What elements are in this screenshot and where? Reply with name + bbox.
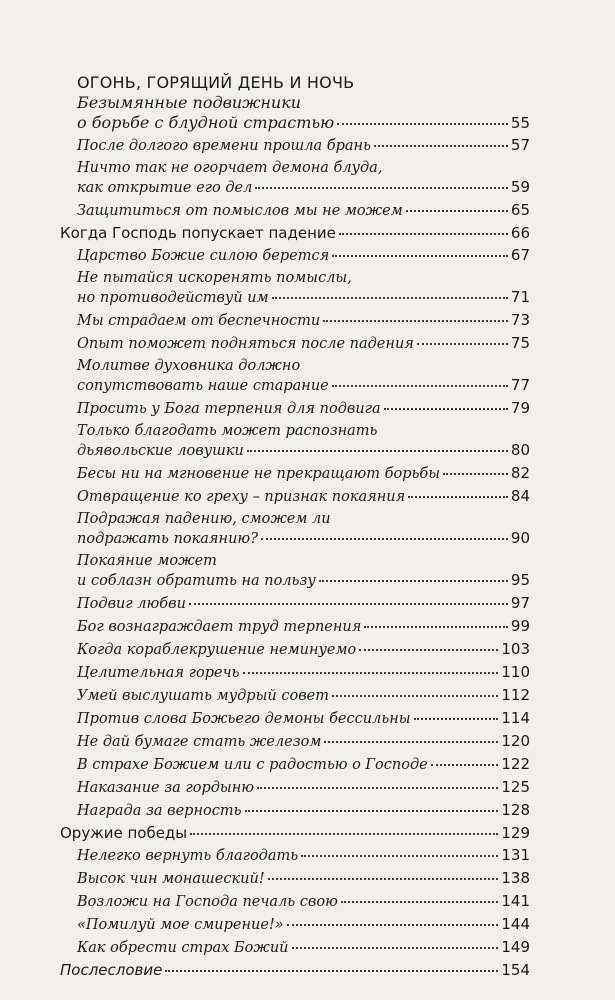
toc-entry-row: [60, 732, 530, 752]
toc-entry-title: Отвращение ко греху – признак покаяния: [77, 489, 406, 505]
toc-entry: [60, 686, 530, 706]
toc-entry: [60, 594, 530, 614]
toc-entry: [60, 824, 530, 843]
toc-entry: [60, 869, 530, 889]
page-number: 131: [501, 846, 530, 864]
toc-entry-title-line1: Только благодать может распознать: [77, 423, 378, 439]
toc-entry: [60, 915, 530, 935]
dot-leader: [243, 671, 499, 674]
toc-entry-row: [60, 892, 530, 912]
toc-entry-title: Когда кораблекрушение неминуемо: [77, 642, 357, 658]
dot-leader: [268, 877, 499, 880]
toc-entry-row: [60, 617, 530, 637]
dot-leader: [255, 186, 508, 189]
dot-leader: [287, 923, 499, 926]
page-number: 59: [510, 178, 530, 196]
toc-entry-title-line1: Покаяние может: [77, 553, 217, 569]
dot-leader: [301, 854, 498, 857]
dot-leader: [324, 740, 498, 743]
toc-entry: [60, 311, 530, 331]
dot-leader: [374, 144, 508, 147]
toc-entry-row: [60, 709, 530, 729]
toc-entry-row: [60, 571, 530, 591]
page-number: 120: [501, 732, 530, 750]
page-number: 80: [510, 441, 530, 459]
toc-entry-title: Оружие победы: [60, 824, 188, 842]
page-number: 99: [510, 617, 530, 635]
section-heading: [60, 72, 530, 93]
toc-entry-title: Награда за верность: [77, 803, 242, 819]
page-number: 103: [501, 640, 530, 658]
dot-leader: [359, 648, 498, 651]
toc-entry: [60, 892, 530, 912]
toc-entry: [60, 709, 530, 729]
page-number: 154: [501, 961, 530, 979]
dot-leader: [332, 254, 508, 257]
toc-entry-row: [60, 961, 530, 980]
toc-entry-title: о борьбе с блудной страстью: [77, 113, 335, 132]
page-number: 73: [510, 311, 530, 329]
toc-entry: [60, 732, 530, 752]
table-of-contents: [60, 72, 530, 983]
page-number: 71: [510, 288, 530, 306]
toc-entry-title: Подвиг любви: [77, 596, 186, 612]
toc-entry-row: [60, 755, 530, 775]
toc-entry-title-line1: Безымянные подвижники: [77, 93, 302, 112]
toc-entry-row: [60, 376, 530, 396]
page-number: 57: [510, 136, 530, 154]
dot-leader: [417, 342, 508, 345]
toc-entry-row: [60, 778, 530, 798]
toc-entry: [60, 136, 530, 156]
toc-entry-title: Царство Божие силою берется: [77, 248, 330, 264]
toc-entry-title: «Помилуй мое смирение!»: [77, 917, 284, 933]
toc-entry-title: дьявольские ловушки: [77, 443, 244, 459]
toc-entry-row: [60, 594, 530, 614]
toc-entry-title: как открытие его дел: [77, 180, 253, 196]
toc-entry-title-line1: Ничто так не огорчает демона блуда,: [77, 160, 383, 176]
toc-entry-title: Не дай бумаге стать железом: [77, 734, 322, 750]
toc-entry-title: Умей выслушать мудрый совет: [77, 688, 329, 704]
toc-entry-title: Целительная горечь: [77, 665, 240, 681]
toc-entry-row: [60, 640, 530, 660]
toc-entry: [60, 357, 530, 396]
toc-entry-row: [60, 464, 530, 484]
toc-entry-title-line1: Подражая падению, сможем ли: [77, 511, 331, 527]
toc-entry: [60, 334, 530, 354]
toc-entry-title: и соблазн обратить на пользу: [77, 573, 316, 589]
page-number: 125: [501, 778, 530, 796]
toc-entry-row: [60, 529, 530, 549]
toc-entry-row: [60, 311, 530, 331]
toc-entry-row: [60, 869, 530, 889]
toc-entry: [60, 640, 530, 660]
toc-entry-row: [60, 938, 530, 958]
toc-entry-row: [60, 246, 530, 266]
page-number: 84: [510, 487, 530, 505]
page-number: 114: [501, 709, 530, 727]
toc-entry: [60, 961, 530, 980]
dot-leader: [165, 969, 498, 972]
page-number: 66: [510, 224, 530, 242]
dot-leader: [190, 832, 498, 835]
toc-entry-title: Против слова Божьего демоны бессильны: [77, 711, 411, 727]
toc-entry-row: [60, 136, 530, 156]
dot-leader: [332, 694, 498, 697]
toc-entry-row: [60, 824, 530, 843]
dot-leader: [323, 319, 508, 322]
toc-entry: [60, 510, 530, 549]
toc-entry-title: сопутствовать наше старание: [77, 378, 329, 394]
toc-entry: [60, 778, 530, 798]
page-number: 65: [510, 201, 530, 219]
toc-entry-row: [60, 441, 530, 461]
toc-entry: [60, 552, 530, 591]
toc-entry: [60, 801, 530, 821]
toc-entry-title: Бесы ни на мгновение не прекращают борьбы: [77, 466, 441, 482]
toc-entry: [60, 663, 530, 683]
toc-entries: [60, 93, 530, 980]
dot-leader: [261, 537, 508, 540]
toc-entry-title: Возложи на Господа печаль свою: [77, 894, 338, 910]
toc-entry-row: [60, 399, 530, 419]
dot-leader: [257, 786, 498, 789]
toc-entry-title: Опыт поможет подняться после падения: [77, 336, 414, 352]
toc-entry-title: Мы страдаем от беспечности: [77, 313, 321, 329]
toc-entry: [60, 464, 530, 484]
page-number: 141: [501, 892, 530, 910]
dot-leader: [247, 449, 508, 452]
toc-entry: [60, 846, 530, 866]
section-title: ОГОНЬ, ГОРЯЩИЙ ДЕНЬ И НОЧЬ: [77, 73, 355, 92]
page-number: 67: [510, 246, 530, 264]
toc-entry-title: Высок чин монашеский!: [77, 871, 265, 887]
toc-entry-row: [60, 288, 530, 308]
toc-entry-title: В страхе Божием или с радостью о Господе: [77, 757, 428, 773]
toc-entry-title: Бог вознаграждает труд терпения: [77, 619, 362, 635]
toc-entry-title: Просить у Бога терпения для подвига: [77, 401, 381, 417]
toc-entry: [60, 938, 530, 958]
dot-leader: [443, 472, 508, 475]
toc-entry-row: [60, 915, 530, 935]
toc-entry-row: [60, 846, 530, 866]
toc-entry-row: [60, 224, 530, 243]
toc-entry-title: Наказание за гордыню: [77, 780, 255, 796]
page-number: 112: [501, 686, 530, 704]
toc-entry: [60, 269, 530, 308]
toc-entry-title: подражать покаянию?: [77, 531, 258, 547]
dot-leader: [341, 900, 499, 903]
toc-entry-row: [60, 178, 530, 198]
toc-entry: [60, 224, 530, 243]
toc-entry-row: [60, 686, 530, 706]
toc-entry: [60, 617, 530, 637]
toc-entry-row: [60, 663, 530, 683]
toc-entry-title: После долгого времени прошла брань: [77, 138, 371, 154]
page-number: 77: [510, 376, 530, 394]
page-number: 144: [501, 915, 530, 933]
page-number: 128: [501, 801, 530, 819]
toc-entry: [60, 246, 530, 266]
page-number: 90: [510, 529, 530, 547]
toc-entry: [60, 399, 530, 419]
dot-leader: [332, 384, 508, 387]
toc-entry: [60, 422, 530, 461]
page-number: 95: [510, 571, 530, 589]
page-number: 79: [510, 399, 530, 417]
page-number: 97: [510, 594, 530, 612]
page-number: 149: [501, 938, 530, 956]
toc-entry: [60, 201, 530, 221]
page-number: 55: [510, 114, 530, 132]
dot-leader: [189, 602, 508, 605]
toc-entry: [60, 93, 530, 133]
page-number: 110: [501, 663, 530, 681]
page-number: 75: [510, 334, 530, 352]
toc-entry-title: Защититься от помыслов мы не можем: [77, 203, 403, 219]
toc-entry-title: Как обрести страх Божий: [77, 940, 289, 956]
page-number: 138: [501, 869, 530, 887]
toc-entry-title-line1: Не пытайся искоренять помыслы,: [77, 270, 352, 286]
dot-leader: [431, 763, 499, 766]
toc-entry: [60, 159, 530, 198]
toc-entry-row: [60, 334, 530, 354]
dot-leader: [245, 809, 499, 812]
dot-leader: [292, 946, 499, 949]
dot-leader: [406, 209, 508, 212]
toc-entry-row: [60, 201, 530, 221]
dot-leader: [364, 625, 508, 628]
page-number: 82: [510, 464, 530, 482]
toc-entry-title: но противодействуй им: [77, 290, 269, 306]
page-number: 122: [501, 755, 530, 773]
toc-entry-row: [60, 801, 530, 821]
dot-leader: [319, 579, 508, 582]
toc-entry: [60, 755, 530, 775]
page-number: 129: [501, 824, 530, 842]
toc-entry-title-line1: Молитве духовника должно: [77, 358, 301, 374]
dot-leader: [339, 232, 508, 235]
dot-leader: [414, 717, 499, 720]
toc-entry-title: Послесловие: [60, 961, 163, 979]
toc-entry-row: [60, 487, 530, 507]
toc-entry: [60, 487, 530, 507]
dot-leader: [384, 407, 508, 410]
toc-entry-title: Когда Господь попускает падение: [60, 224, 336, 242]
toc-entry-row: [60, 113, 530, 133]
dot-leader: [272, 296, 508, 299]
dot-leader: [408, 495, 508, 498]
dot-leader: [337, 122, 508, 125]
toc-entry-title: Нелегко вернуть благодать: [77, 848, 299, 864]
